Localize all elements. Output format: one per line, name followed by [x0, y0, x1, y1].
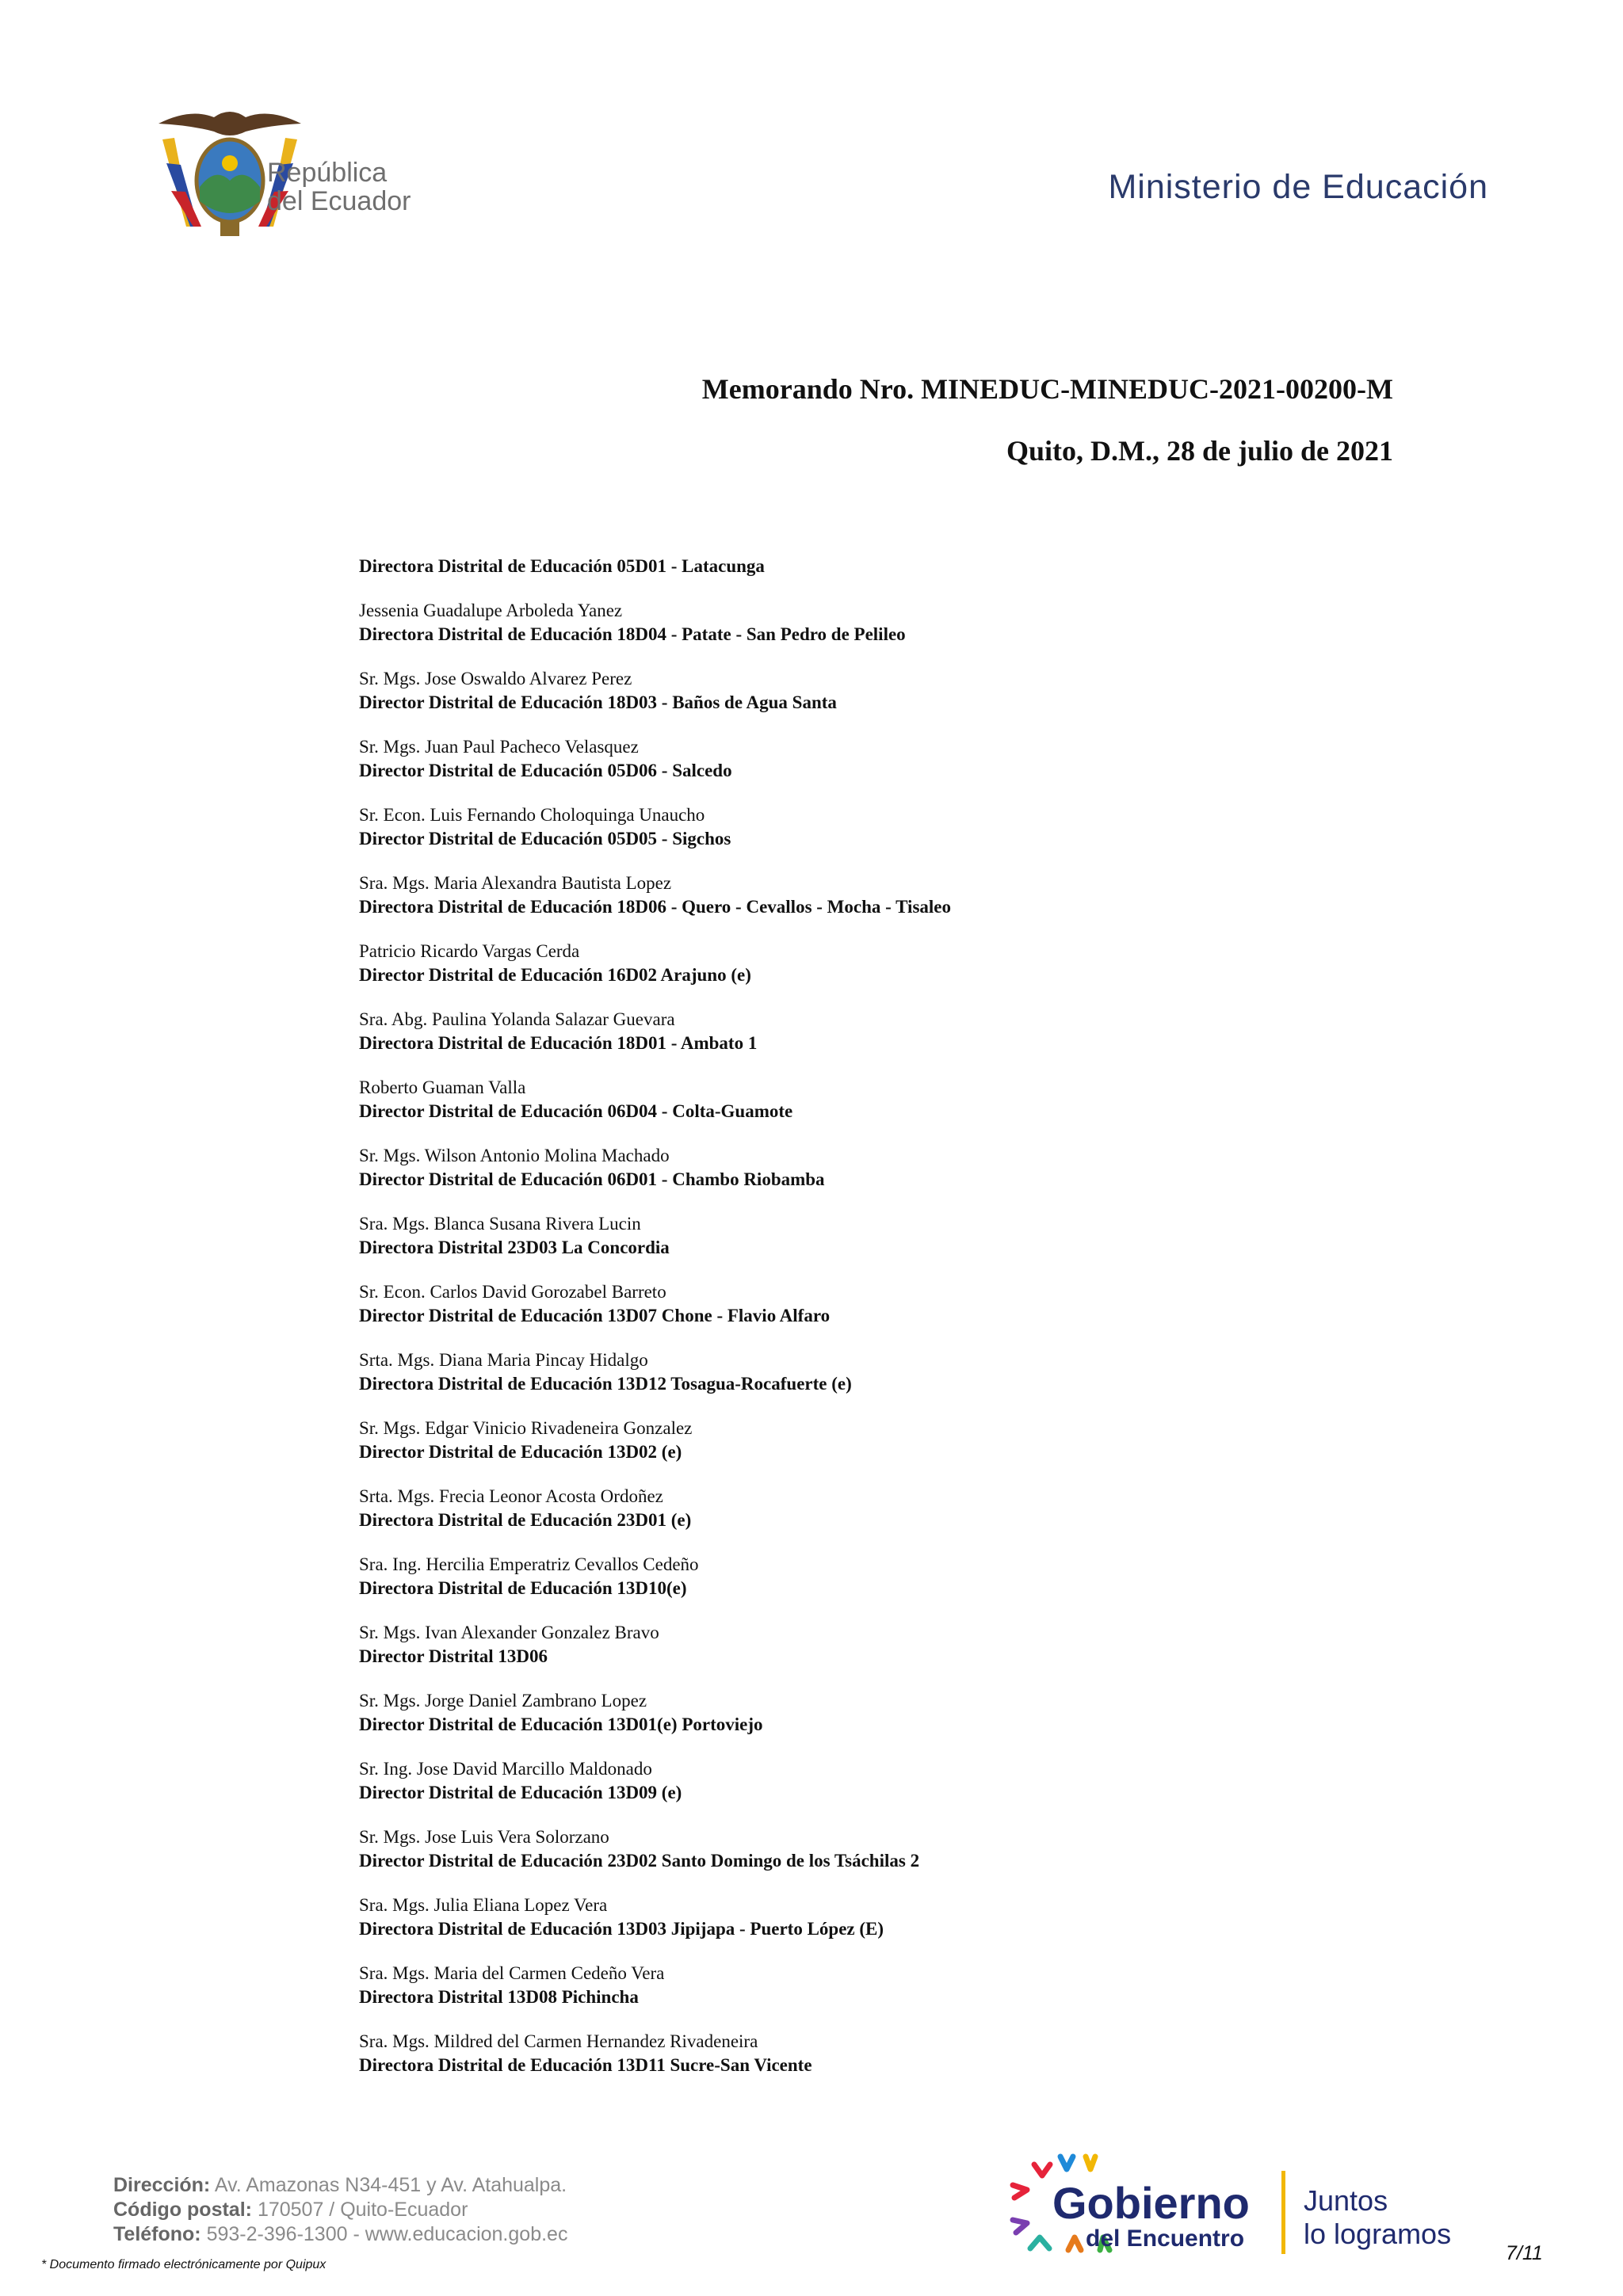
recipient-item: [359, 2030, 1468, 2077]
recipient-name: Sra. Mgs. Maria Alexandra Bautista Lopez: [359, 873, 672, 893]
recipient-item: [359, 1894, 1468, 1941]
gob-line-2: del Encuentro: [1086, 2225, 1245, 2252]
recipient-name: Sra. Mgs. Julia Eliana Lopez Vera: [359, 1895, 608, 1915]
recipient-title: Director Distrital de Educación 18D03 - Baños de Agua Santa: [359, 692, 837, 712]
recipient-item: [359, 1008, 1468, 1055]
recipient-title: Director Distrital de Educación 13D09 (e): [359, 1783, 682, 1802]
recipient-title: Director Distrital de Educación 13D01(e) Portoviejo: [359, 1714, 763, 1734]
recipient-name: Sra. Mgs. Blanca Susana Rivera Lucin: [359, 1214, 641, 1234]
recipient-item: [359, 1825, 1468, 1873]
recipient-name: Sr. Ing. Jose David Marcillo Maldonado: [359, 1759, 652, 1779]
recipient-name: Sr. Econ. Luis Fernando Choloquinga Unaucho: [359, 805, 705, 825]
republic-line-1: República: [267, 158, 388, 188]
page-number: 7/11: [1506, 2242, 1543, 2264]
footer-address-block: [113, 2173, 567, 2247]
recipient-title: Directora Distrital de Educación 13D11 Sucre-San Vicente: [359, 2055, 812, 2075]
republic-line-2: del Ecuador: [267, 186, 411, 216]
recipient-item: [359, 1417, 1468, 1464]
recipient-item: [359, 1485, 1468, 1532]
recipient-title: Directora Distrital de Educación 13D10(e): [359, 1578, 687, 1598]
recipient-name: Sr. Mgs. Jorge Daniel Zambrano Lopez: [359, 1691, 647, 1711]
signed-note: * Documento firmado electrónicamente por Quipux: [41, 2258, 327, 2271]
recipient-list: [359, 555, 1468, 2098]
recipient-item: [359, 940, 1468, 987]
recipient-name: Sra. Abg. Paulina Yolanda Salazar Guevara: [359, 1009, 675, 1029]
recipient-name: Roberto Guaman Valla: [359, 1077, 526, 1097]
recipient-name: Srta. Mgs. Diana Maria Pincay Hidalgo: [359, 1350, 648, 1370]
recipient-title: Director Distrital de Educación 13D02 (e): [359, 1442, 682, 1462]
recipient-item: [359, 1757, 1468, 1805]
recipient-item: [359, 1553, 1468, 1600]
recipient-name: Sr. Econ. Carlos David Gorozabel Barreto: [359, 1282, 666, 1302]
recipient-name: Sra. Mgs. Maria del Carmen Cedeño Vera: [359, 1963, 665, 1983]
recipient-item: [359, 1212, 1468, 1260]
recipient-name: Jessenia Guadalupe Arboleda Yanez: [359, 601, 623, 620]
recipient-title: Director Distrital de Educación 23D02 Santo Domingo de los Tsáchilas 2: [359, 1851, 920, 1871]
recipient-item: [359, 1348, 1468, 1396]
recipient-item: [359, 667, 1468, 715]
recipient-title: Directora Distrital de Educación 18D01 - Ambato 1: [359, 1033, 758, 1053]
address-label: Dirección:: [113, 2174, 211, 2196]
recipient-title: Directora Distrital de Educación 18D04 - Patate - San Pedro de Pelileo: [359, 624, 906, 644]
recipient-item: [359, 803, 1468, 851]
recipient-item: [359, 1962, 1468, 2009]
recipient-name: Patricio Ricardo Vargas Cerda: [359, 941, 580, 961]
recipient-item: [359, 1689, 1468, 1737]
recipient-title: Directora Distrital 23D03 La Concordia: [359, 1238, 670, 1257]
logo-divider: [1281, 2171, 1285, 2254]
recipient-title: Directora Distrital de Educación 13D03 Jipijapa - Puerto López (E): [359, 1919, 884, 1939]
recipient-item: [359, 1076, 1468, 1123]
recipient-title: Directora Distrital de Educación 18D06 - Quero - Cevallos - Mocha - Tisaleo: [359, 897, 951, 917]
recipient-item: [359, 1144, 1468, 1192]
recipient-title: Director Distrital de Educación 06D01 - Chambo Riobamba: [359, 1169, 825, 1189]
footer-postal: [113, 2198, 567, 2222]
ministry-title: Ministerio de Educación: [1108, 168, 1488, 206]
footer-phone: [113, 2222, 567, 2247]
recipient-name: Sra. Mgs. Mildred del Carmen Hernandez Rivadeneira: [359, 2031, 758, 2051]
recipient-title: Directora Distrital de Educación 05D01 - Latacunga: [359, 556, 765, 576]
recipient-item: [359, 1621, 1468, 1669]
recipient-item: [359, 1280, 1468, 1328]
slogan-line-1: Juntos: [1304, 2184, 1388, 2217]
recipient-title: Directora Distrital 13D08 Pichincha: [359, 1987, 639, 2007]
recipient-item: [359, 555, 1468, 578]
recipient-title: Director Distrital 13D06: [359, 1646, 548, 1666]
recipient-item: [359, 599, 1468, 646]
recipient-title: Director Distrital de Educación 16D02 Arajuno (e): [359, 965, 751, 985]
postal-value: 170507 / Quito-Ecuador: [257, 2199, 468, 2221]
recipient-name: Sr. Mgs. Wilson Antonio Molina Machado: [359, 1146, 670, 1165]
recipient-item: [359, 871, 1468, 919]
gob-line-1: Gobierno: [1052, 2178, 1250, 2228]
phone-value: 593-2-396-1300 - www.educacion.gob.ec: [206, 2223, 568, 2245]
recipient-name: Sr. Mgs. Jose Luis Vera Solorzano: [359, 1827, 609, 1847]
address-value: Av. Amazonas N34-451 y Av. Atahualpa.: [214, 2174, 567, 2196]
memo-date: Quito, D.M., 28 de julio de 2021: [1006, 435, 1393, 467]
recipient-title: Director Distrital de Educación 13D07 Chone - Flavio Alfaro: [359, 1306, 831, 1325]
recipient-title: Directora Distrital de Educación 13D12 Tosagua-Rocafuerte (e): [359, 1374, 852, 1394]
recipient-title: Director Distrital de Educación 05D06 - Salcedo: [359, 761, 732, 780]
recipient-title: Director Distrital de Educación 06D04 - Colta-Guamote: [359, 1101, 793, 1121]
phone-label: Teléfono:: [113, 2223, 201, 2245]
recipient-item: [359, 735, 1468, 783]
footer-address: [113, 2173, 567, 2198]
recipient-name: Sra. Ing. Hercilia Emperatriz Cevallos Cedeño: [359, 1554, 699, 1574]
memo-number: Memorando Nro. MINEDUC-MINEDUC-2021-00200-M: [701, 373, 1393, 405]
recipient-name: Sr. Mgs. Edgar Vinicio Rivadeneira Gonzalez: [359, 1418, 693, 1438]
recipient-name: Sr. Mgs. Ivan Alexander Gonzalez Bravo: [359, 1623, 659, 1642]
slogan-line-2: lo logramos: [1304, 2218, 1452, 2250]
gobierno-del-encuentro-logo: [1006, 2147, 1482, 2266]
republic-wordmark: [267, 158, 411, 215]
recipient-title: Directora Distrital de Educación 23D01 (e): [359, 1510, 692, 1530]
recipient-name: Srta. Mgs. Frecia Leonor Acosta Ordoñez: [359, 1486, 663, 1506]
recipient-name: Sr. Mgs. Jose Oswaldo Alvarez Perez: [359, 669, 632, 688]
recipient-name: Sr. Mgs. Juan Paul Pacheco Velasquez: [359, 737, 639, 757]
recipient-title: Director Distrital de Educación 05D05 - Sigchos: [359, 829, 731, 849]
postal-label: Código postal:: [113, 2199, 252, 2221]
